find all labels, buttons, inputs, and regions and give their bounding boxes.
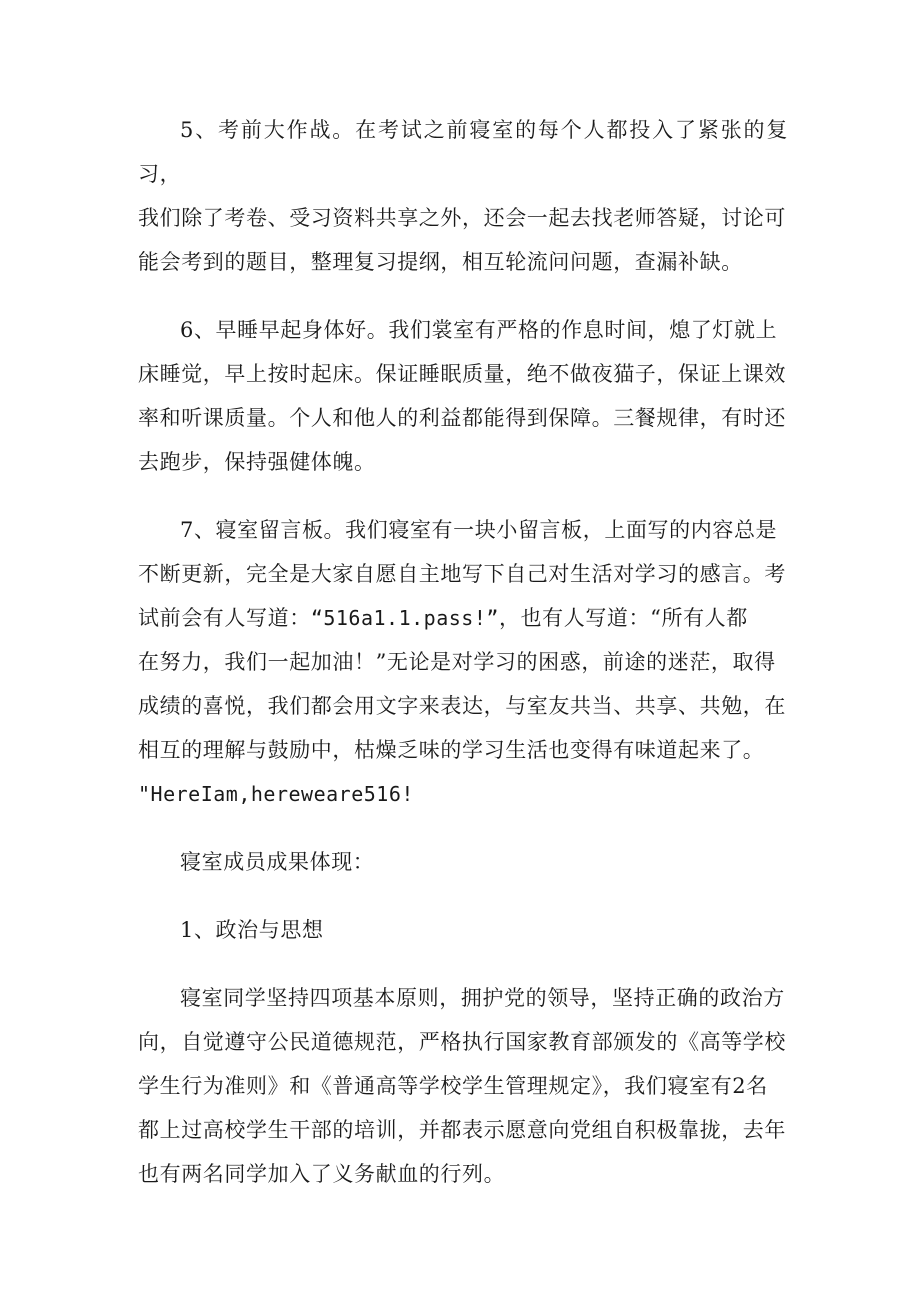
paragraph-5 — [138, 108, 788, 284]
paragraph-line: 都上过高校学生干部的培训，并都表示愿意向党组自积极靠拢，去年 — [138, 1118, 786, 1142]
paragraph-7 — [138, 508, 788, 816]
paragraph-gap — [138, 952, 788, 976]
paragraph-line: 在努力，我们一起加油！”无论是对学习的困惑，前途的迷茫，取得 — [138, 650, 776, 674]
paragraph-gap — [138, 816, 788, 840]
paragraph-text: 试前会有人写道： — [138, 606, 311, 630]
paragraph-gap — [138, 284, 788, 308]
paragraph-line: 不断更新，完全是大家自愿自主地写下自己对生活对学习的感言。考 — [138, 562, 786, 586]
paragraph-line: 我们除了考卷、受习资料共享之外，还会一起去找老师答疑，讨论可 — [138, 206, 786, 230]
paragraph-line — [138, 596, 788, 640]
quoted-message: “516a1.1.pass!” — [310, 606, 499, 630]
paragraph-line: 6、早睡早起身体好。我们裳室有严格的作息时间，熄了灯就上 — [180, 318, 778, 342]
paragraph-text: ，也有人写道：“所有人都 — [498, 606, 748, 630]
paragraph-line: "HereIam,hereweare516! — [138, 782, 414, 806]
paragraph-line: 5、考前大作战。在考试之前寝室的每个人都投入了紧张的复习， — [138, 118, 788, 186]
paragraph-line: 学生行为准则》和《普通高等学校学生管理规定》，我们寝室有2名 — [138, 1074, 768, 1098]
paragraph-line: 也有两名同学加入了义务献血的行列。 — [138, 1162, 506, 1186]
paragraph-line: 7、寝室留言板。我们寝室有一块小留言板，上面写的内容总是 — [180, 518, 778, 542]
heading-politics: 1、政治与思想 — [180, 918, 324, 942]
paragraph-line: 向，自觉遵守公民道德规范，严格执行国家教育部颁发的《高等学校 — [138, 1030, 786, 1054]
paragraph-gap — [138, 484, 788, 508]
paragraph-line: 能会考到的题目，整理复习提纲，相互轮流问问题，查漏补缺。 — [138, 250, 743, 274]
paragraph-6 — [138, 308, 788, 484]
document-page — [138, 108, 788, 1196]
paragraph-line: 相互的理解与鼓励中，枯燥乏味的学习生活也变得有味道起来了。 — [138, 738, 765, 762]
paragraph-line: 去跑步，保持强健体魄。 — [138, 450, 376, 474]
paragraph-line: 成绩的喜悦，我们都会用文字来表达，与室友共当、共享、共勉，在 — [138, 694, 786, 718]
paragraph-politics — [138, 976, 788, 1196]
paragraph-line: 寝室同学坚持四项基本原则，拥护党的领导，坚持正确的政治方 — [180, 986, 785, 1010]
paragraph-line: 率和听课质量。个人和他人的利益都能得到保障。三餐规律，有时还 — [138, 406, 786, 430]
paragraph-line: 床睡觉，早上按时起床。保证睡眠质量，绝不做夜猫子，保证上课效 — [138, 362, 786, 386]
heading-results: 寝室成员成果体现： — [180, 850, 375, 874]
paragraph-gap — [138, 884, 788, 908]
